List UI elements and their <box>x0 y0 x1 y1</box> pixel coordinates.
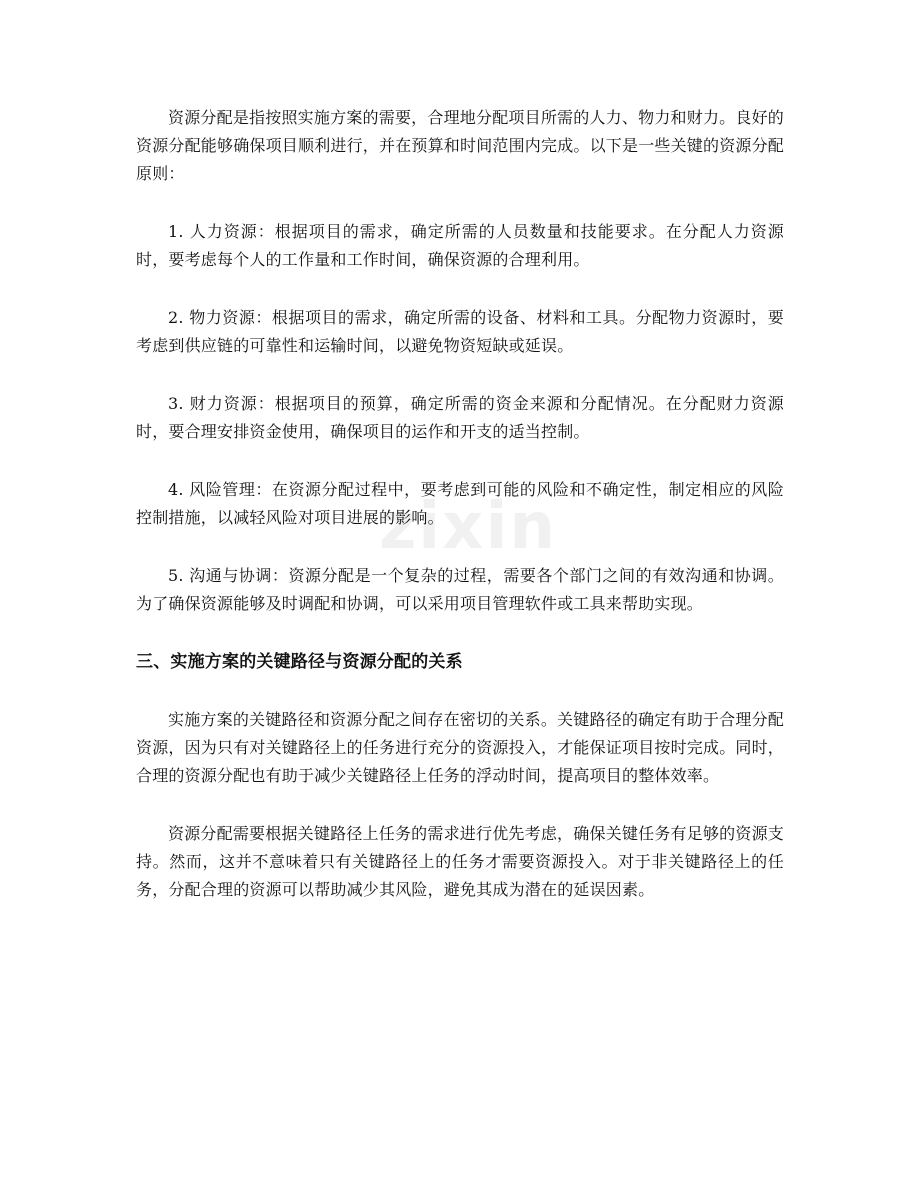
relation-paragraph-2: 资源分配需要根据关键路径上任务的需求进行优先考虑，确保关键任务有足够的资源支持。然而，这并不意味着只有关键路径上的任务才需要资源投入。对于非关键路径上的任务，分配合理的资源可以帮助减少其风险，避免其成为潜在的延误因素。 <box>136 824 784 899</box>
list-item-financial-resources: 3. 财力资源：根据项目的预算，确定所需的资金来源和分配情况。在分配财力资源时，要合理安排资金使用，确保项目的运作和开支的适当控制。 <box>136 394 784 441</box>
list-item-material-resources: 2. 物力资源：根据项目的需求，确定所需的设备、材料和工具。分配物力资源时，要考虑到供应链的可靠性和运输时间，以避免物资短缺或延误。 <box>136 308 784 355</box>
list-item-human-resources: 1. 人力资源：根据项目的需求，确定所需的人员数量和技能要求。在分配人力资源时，要考虑每个人的工作量和工作时间，确保资源的合理利用。 <box>136 222 784 269</box>
document-body <box>136 104 784 934</box>
relation-paragraph-1: 实施方案的关键路径和资源分配之间存在密切的关系。关键路径的确定有助于合理分配资源，因为只有对关键路径上的任务进行充分的资源投入，才能保证项目按时完成。同时，合理的资源分配也有助于减少关键路径上任务的浮动时间，提高项目的整体效率。 <box>136 710 785 785</box>
intro-paragraph: 资源分配是指按照实施方案的需要，合理地分配项目所需的人力、物力和财力。良好的资源分配能够确保项目顺利进行，并在预算和时间范围内完成。以下是一些关键的资源分配原则： <box>136 108 785 183</box>
list-item-risk-management: 4. 风险管理：在资源分配过程中，要考虑到可能的风险和不确定性，制定相应的风险控制措施，以减轻风险对项目进展的影响。 <box>136 480 784 527</box>
section-heading: 三、实施方案的关键路径与资源分配的关系 <box>136 652 463 672</box>
list-item-communication: 5. 沟通与协调：资源分配是一个复杂的过程，需要各个部门之间的有效沟通和协调。为了确保资源能够及时调配和协调，可以采用项目管理软件或工具来帮助实现。 <box>136 566 784 613</box>
watermark-logo: zixin <box>379 490 557 564</box>
